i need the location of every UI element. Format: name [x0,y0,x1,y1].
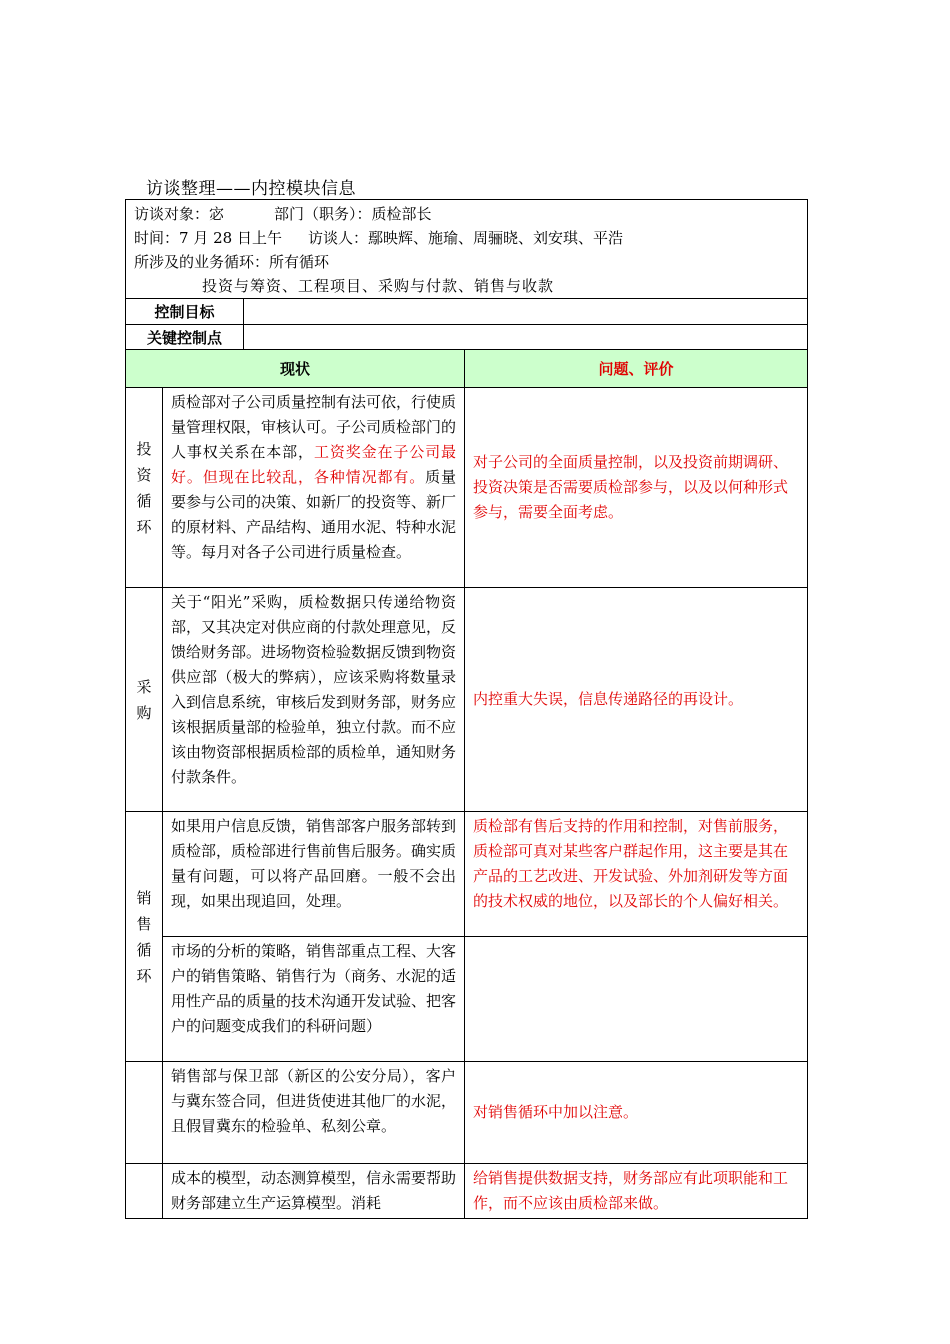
cycle-purchase: 采 购 [126,588,163,812]
sales-desc-2: 市场的分析的策略，销售部重点工程、大客户的销售策略、销售行为（商务、水泥的适用性产品的质量的技术沟通开发试验、把客户的问题变成我们的科研问题） [163,937,465,1062]
table-row [126,588,808,812]
sales-eval-1: 质检部有售后支持的作用和控制，对售前服务，质检部可真对某些客户群起作用，这主要是其在产品的工艺改进、开发试验、外加剂研发等方面的技术权威的地位，以及部长的个人偏好相关。 [465,812,808,937]
table-row [126,937,808,1062]
sales-desc-1: 如果用户信息反馈，销售部客户服务部转到质检部，质检部进行售前售后服务。确实质量有问题，可以将产品回磨。一般不会出现，如果出现追回，处理。 [163,812,465,937]
table-row [126,1164,808,1219]
table-row [126,1062,808,1164]
cycle-empty [126,1062,163,1164]
info-line-cycles: 所涉及的业务循环：所有循环 [134,253,330,271]
key-control-value [244,325,808,350]
sales-eval-3: 对销售循环中加以注意。 [465,1062,808,1164]
sales-desc-3: 销售部与保卫部（新区的公安分局），客户与冀东签合同，但进货使进其他厂的水泥，且假冒冀东的检验单、私刻公章。 [163,1062,465,1164]
investment-eval: 对子公司的全面质量控制，以及投资前期调研、投资决策是否需要质检部参与，以及以何种形式参与，需要全面考虑。 [465,388,808,588]
interview-info [126,200,808,299]
issue-header: 问题、评价 [465,350,808,388]
page-title: 访谈整理——内控模块信息 [146,179,356,199]
status-header: 现状 [126,350,465,388]
control-goal-label: 控制目标 [126,299,244,325]
key-control-label: 关键控制点 [126,325,244,350]
table-row [126,388,808,588]
table-row [126,812,808,937]
sales-eval-2 [465,937,808,1062]
info-line-cycles-detail: 投资与筹资、工程项目、采购与付款、销售与收款 [202,277,555,295]
cycle-empty [126,1164,163,1219]
interview-table [125,199,808,1219]
cost-desc: 成本的模型，动态测算模型，信永需要帮助财务部建立生产运算模型。消耗 [163,1164,465,1219]
cycle-sales: 销 售 循 环 [126,812,163,1062]
cycle-investment: 投 资 循 环 [126,388,163,588]
info-line-subject: 访谈对象：宓 部门（职务）：质检部长 [134,205,432,223]
cost-eval: 给销售提供数据支持，财务部应有此项职能和工作，而不应该由质检部来做。 [465,1164,808,1219]
investment-desc: 质检部对子公司质量控制有法可依，行使质量管理权限，审核认可。子公司质检部门的人事权关系在本部，工资奖金在子公司最好。但现在比较乱，各种情况都有。质量要参与公司的决策、如新厂的投资等、新厂的原材料、产品结构、通用水泥、特种水泥等。每月对各子公司进行质量检查。 [163,388,465,588]
purchase-desc: 关于“阳光”采购，质检数据只传递给物资部，又其决定对供应商的付款处理意见，反馈给财务部。进场物资检验数据反馈到物资供应部（极大的弊病），应该采购将数量录入到信息系统，审核后发到财务部，财务应该根据质量部的检验单，独立付款。而不应该由物资部根据质检部的质检单，通知财务付款条件。 [163,588,465,812]
info-line-time: 时间：7 月 28 日上午 访谈人：鄢映辉、施瑜、周骊晓、刘安琪、平浩 [134,229,623,247]
control-goal-value [244,299,808,325]
purchase-eval: 内控重大失误，信息传递路径的再设计。 [465,588,808,812]
